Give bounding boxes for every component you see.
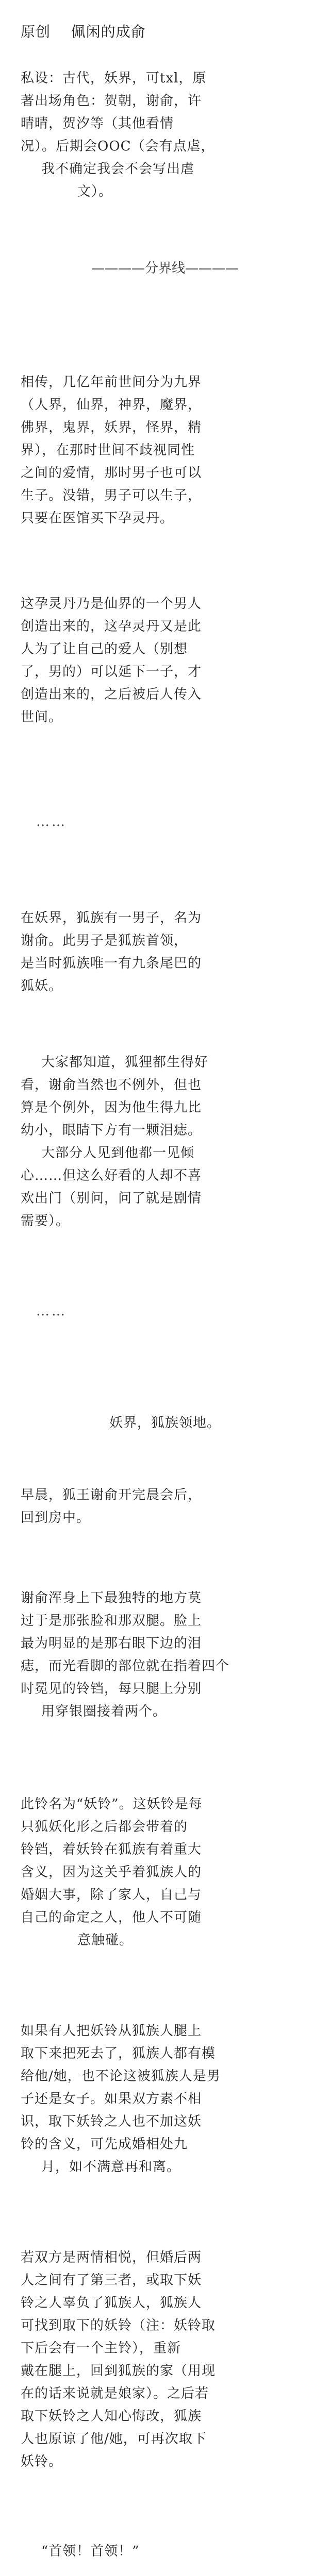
scene-heading: 妖界，狐族领地。: [109, 1415, 221, 1431]
text-line: 谢俞。此男子是狐族首领，: [21, 933, 188, 948]
text-line: 取下妖铃之人知心悔改，狐族: [21, 2409, 202, 2424]
text-line: 下后会有一个主铃），重新: [21, 2341, 182, 2356]
text-line: 著出场角色：贺朝，谢俞，许: [21, 93, 202, 109]
text-line: 含义，因为这关乎着狐族人的: [21, 1865, 202, 1880]
text-line: 铃铛，着妖铃在狐族有着重大: [21, 1842, 202, 1857]
text-line: 婚姻大事，除了家人，自己与: [21, 1887, 202, 1903]
text-line: 在妖界，狐族有一男子，名为: [21, 910, 202, 926]
text-line: 戴在腿上，回到狐族的家（用现: [21, 2363, 216, 2379]
text-line: 佛界，鬼界，妖界，怪界，精: [21, 420, 202, 435]
text-line: 铃的含义，可先成婚相处九: [21, 2137, 188, 2152]
text-line: 人为了让自己的爱人（别想: [21, 641, 188, 657]
text-line: 人也原谅了他/她，可再次取下: [21, 2431, 207, 2447]
text-line: 给他/她，也不论这被狐族人是男: [21, 2069, 221, 2084]
text-line: 需要）。: [21, 1213, 70, 1229]
text-line: 最为明显的是那右眼下边的泪: [21, 1636, 202, 1651]
text-line: 铃之人辜负了狐族人，狐族人: [21, 2295, 202, 2311]
text-line: 此铃名为“妖铃”。这妖铃是每: [21, 1797, 203, 1812]
text-line: 人之间有了第三者，或取下妖: [21, 2273, 202, 2288]
text-line: 妖铃。: [21, 2454, 63, 2469]
text-line: 创造出来的，之后被后人传入: [21, 687, 202, 702]
text-line: 是当时狐族唯一有九条尾巴的: [21, 956, 202, 971]
text-line: 这孕灵丹乃是仙界的一个男人: [21, 596, 202, 612]
ellipsis: ……: [36, 814, 67, 829]
text-line: （人界，仙界，神界，魔界，: [21, 397, 202, 413]
text-line: 晴晴，贺汐等（其他看情: [21, 116, 174, 131]
text-line: 回到房中。: [21, 1510, 91, 1526]
text-line: 痣，而光看脚的部位就在指着四个: [21, 1658, 230, 1674]
text-line: 意触碰。: [77, 1933, 134, 1948]
text-line: 大部分人见到他都一见倾: [41, 1145, 195, 1161]
text-line: 狐妖。: [21, 978, 63, 994]
text-line: 生子。没错，男子可以生子，: [21, 488, 202, 503]
text-line: 心……但这么好看的人却不喜: [21, 1168, 202, 1183]
dialogue-line: “首领！首领！”: [41, 2544, 140, 2559]
text-line: 况）。后期会OOC（会有点虐，: [21, 139, 215, 154]
text-line: 如果有人把妖铃从狐族人腿上: [21, 2023, 202, 2039]
text-line: 识，取下妖铃之人也不加这妖: [21, 2114, 202, 2129]
ellipsis: ……: [36, 1303, 67, 1319]
document-title: 原创 佩闲的成俞: [21, 23, 146, 40]
text-line: 相传，几亿年前世间分为九界: [21, 375, 202, 390]
text-line: 早晨，狐王谢俞开完晨会后，: [21, 1487, 202, 1503]
text-line: 若双方是两情相悦，但婚后两: [21, 2250, 202, 2265]
text-line: 文）。: [77, 184, 113, 199]
text-line: 月，如不满意再和离。: [41, 2159, 181, 2175]
text-line: 取下来把死去了，狐族人都有模: [21, 2046, 216, 2061]
text-line: 只要在医馆买下孕灵丹。: [21, 511, 174, 526]
text-line: 用穿银圈接着两个。: [41, 1704, 167, 1719]
text-line: 过于是那张脸和那双腿。脸上: [21, 1613, 202, 1629]
text-line: 时冕见的铃铛，每只腿上分别: [21, 1681, 202, 1697]
text-line: 世间。: [21, 709, 63, 725]
text-line: 欢出门（别问，问了就是剧情: [21, 1191, 202, 1206]
text-line: 看，谢俞当然也不例外，但也: [21, 1077, 202, 1093]
text-line: 创造出来的，这孕灵丹又是此: [21, 619, 202, 634]
text-line: 谢俞浑身上下最独特的地方莫: [21, 1590, 202, 1606]
text-line: 界），在那时世间不歧视同性: [21, 443, 195, 458]
text-line: 自己的命定之人，他人不可随: [21, 1910, 202, 1925]
text-line: 在的话来说就是娘家）。之后若: [21, 2386, 209, 2401]
text-line: 幼小，眼睛下方有一颗泪痣。: [21, 1123, 202, 1138]
text-line: 算是个例外，因为他生得九比: [21, 1100, 202, 1115]
text-line: 可找到取下的妖铃（注：妖铃取: [21, 2318, 216, 2333]
text-line: 子还是女子。如果双方素不相: [21, 2091, 202, 2107]
text-line: 大家都知道，狐狸都生得好: [41, 1055, 209, 1070]
text-line: 之间的爱情，那时男子也可以: [21, 465, 202, 481]
text-line: 只狐妖化形之后都会带着的: [21, 1819, 188, 1835]
text-line: 了，男的）可以延下一子，才: [21, 664, 202, 680]
text-line: 我不确定我会不会写出虐: [41, 161, 195, 177]
text-line: 私设：古代，妖界，可txl，原: [21, 71, 207, 86]
section-divider: ————分界线————: [91, 261, 239, 276]
